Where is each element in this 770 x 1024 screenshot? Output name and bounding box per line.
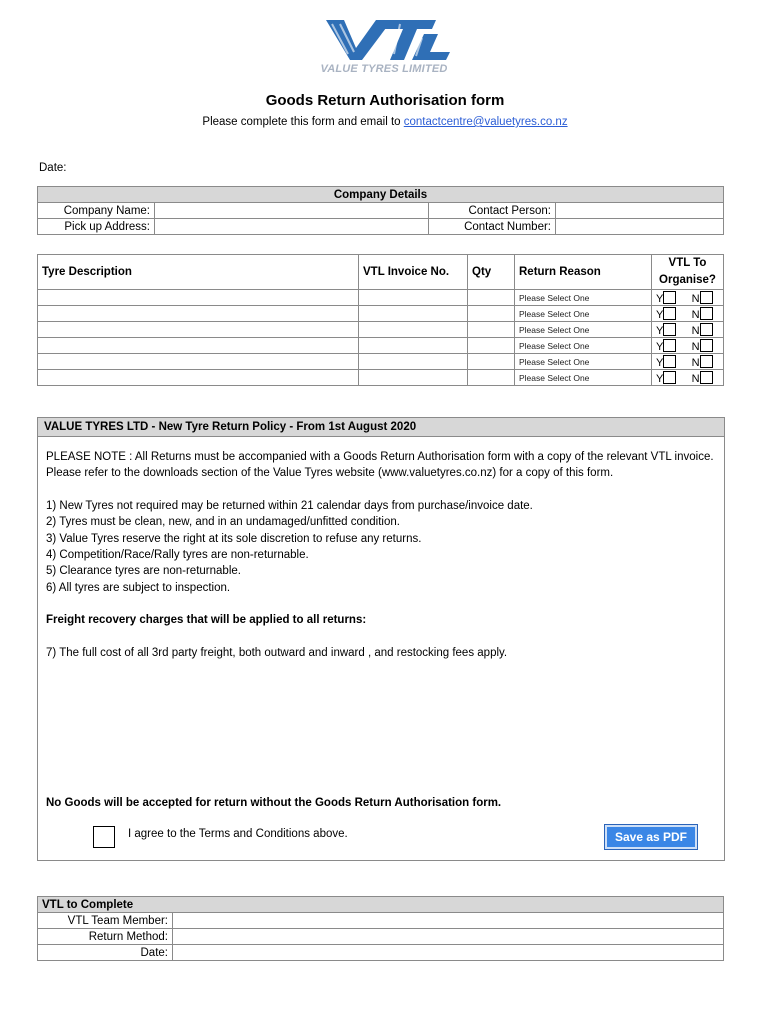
yes-label: Y (656, 324, 664, 337)
no-checkbox[interactable] (700, 307, 713, 320)
tyre-description-field[interactable] (38, 306, 359, 322)
agree-checkbox[interactable] (93, 826, 115, 848)
tyre-description-field[interactable] (38, 370, 359, 386)
freight-heading: Freight recovery charges that will be applied to all returns: (46, 614, 367, 627)
policy-rule: 4) Competition/Race/Rally tyres are non-returnable. (46, 549, 309, 562)
date-label: Date: (39, 162, 67, 174)
no-label: N (691, 340, 700, 353)
tyre-description-field[interactable] (38, 354, 359, 370)
table-row (38, 290, 724, 306)
no-label: N (691, 292, 700, 305)
table-row (38, 322, 724, 338)
tyre-return-table (37, 254, 724, 386)
logo-tagline: VALUE TYRES LIMITED (320, 63, 448, 75)
policy-rule: 2) Tyres must be clean, new, and in an undamaged/unfitted condition. (46, 516, 400, 529)
save-as-pdf-button[interactable]: Save as PDF (605, 825, 697, 849)
qty-field[interactable] (468, 322, 515, 338)
policy-rule: 3) Value Tyres reserve the right at its sole discretion to refuse any returns. (46, 532, 422, 545)
qty-field[interactable] (468, 354, 515, 370)
form-title: Goods Return Authorisation form (265, 92, 505, 109)
vtl-complete-heading: VTL to Complete (38, 897, 724, 913)
qty-field[interactable] (468, 370, 515, 386)
contact-email-link[interactable]: contactcentre@valuetyres.co.nz (403, 116, 568, 128)
invoice-field[interactable] (359, 322, 468, 338)
organise-cell (652, 306, 724, 322)
yes-label: Y (656, 340, 664, 353)
organise-cell (652, 370, 724, 386)
contact-number-label: Contact Number: (429, 219, 556, 235)
yes-checkbox[interactable] (663, 291, 676, 304)
company-details-heading: Company Details (38, 187, 724, 203)
return-reason-select[interactable]: Please Select One (515, 290, 652, 306)
policy-heading: VALUE TYRES LTD - New Tyre Return Policy - From 1st August 2020 (38, 418, 724, 437)
table-row (38, 338, 724, 354)
team-member-field[interactable] (173, 913, 724, 929)
pickup-address-field[interactable] (155, 219, 429, 235)
contact-person-field[interactable] (556, 203, 724, 219)
qty-field[interactable] (468, 290, 515, 306)
return-method-label: Return Method: (38, 929, 173, 945)
policy-rule: 6) All tyres are subject to inspection. (46, 581, 231, 594)
company-name-field[interactable] (155, 203, 429, 219)
invoice-field[interactable] (359, 338, 468, 354)
policy-rule: 5) Clearance tyres are non-returnable. (46, 565, 241, 578)
company-name-label: Company Name: (38, 203, 155, 219)
tyre-description-field[interactable] (38, 338, 359, 354)
organise-cell (652, 290, 724, 306)
policy-note: PLEASE NOTE : All Returns must be accompanied with a Goods Return Authorisation form with a copy of the relevant VTL invoice. Please refer to the downloads section of the Value Tyres website (www.valuetyres.co.nz) for a copy of this form. (46, 451, 714, 480)
qty-field[interactable] (468, 338, 515, 354)
col-vtl-organise-line1: VTL To (668, 257, 707, 269)
no-checkbox[interactable] (700, 371, 713, 384)
organise-cell (652, 338, 724, 354)
tyre-description-field[interactable] (38, 322, 359, 338)
col-return-reason: Return Reason (515, 255, 652, 290)
vtl-complete-table (37, 896, 724, 961)
yes-label: Y (656, 372, 664, 385)
qty-field[interactable] (468, 306, 515, 322)
yes-label: Y (656, 292, 664, 305)
contact-person-label: Contact Person: (429, 203, 556, 219)
return-policy-box (37, 417, 725, 861)
yes-label: Y (656, 356, 664, 369)
return-reason-select[interactable]: Please Select One (515, 354, 652, 370)
company-details-table (37, 186, 724, 235)
col-qty: Qty (468, 255, 515, 290)
contact-number-field[interactable] (556, 219, 724, 235)
agree-label: I agree to the Terms and Conditions above. (128, 828, 348, 840)
table-row (38, 354, 724, 370)
vtl-logo-mark (318, 14, 452, 66)
organise-cell (652, 322, 724, 338)
invoice-field[interactable] (359, 370, 468, 386)
no-label: N (691, 356, 700, 369)
no-goods-notice: No Goods will be accepted for return without the Goods Return Authorisation form. (46, 797, 502, 809)
col-invoice: VTL Invoice No. (359, 255, 468, 290)
yes-checkbox[interactable] (663, 371, 676, 384)
yes-checkbox[interactable] (663, 355, 676, 368)
no-checkbox[interactable] (700, 355, 713, 368)
policy-body (38, 449, 724, 809)
yes-checkbox[interactable] (663, 323, 676, 336)
no-checkbox[interactable] (700, 339, 713, 352)
return-reason-select[interactable]: Please Select One (515, 370, 652, 386)
return-reason-select[interactable]: Please Select One (515, 306, 652, 322)
no-checkbox[interactable] (700, 323, 713, 336)
freight-rule: 7) The full cost of all 3rd party freight, both outward and inward , and restocking fees apply. (46, 646, 508, 659)
policy-rule: 1) New Tyres not required may be returned within 21 calendar days from purchase/invoice date. (46, 499, 533, 512)
vtl-logo (318, 14, 452, 80)
return-method-field[interactable] (173, 929, 724, 945)
table-row (38, 306, 724, 322)
subtitle-text: Please complete this form and email to (202, 116, 404, 128)
table-row (38, 370, 724, 386)
invoice-field[interactable] (359, 290, 468, 306)
return-reason-select[interactable]: Please Select One (515, 322, 652, 338)
yes-label: Y (656, 308, 664, 321)
form-subtitle (0, 116, 770, 128)
no-checkbox[interactable] (700, 291, 713, 304)
col-vtl-organise (652, 255, 724, 290)
return-reason-select[interactable]: Please Select One (515, 338, 652, 354)
col-vtl-organise-line2: Organise? (659, 274, 716, 286)
no-label: N (691, 372, 700, 385)
no-label: N (691, 324, 700, 337)
tyre-description-field[interactable] (38, 290, 359, 306)
no-label: N (691, 308, 700, 321)
col-tyre-description: Tyre Description (38, 255, 359, 290)
yes-checkbox[interactable] (663, 307, 676, 320)
invoice-field[interactable] (359, 306, 468, 322)
vtl-date-field[interactable] (173, 945, 724, 961)
team-member-label: VTL Team Member: (38, 913, 173, 929)
yes-checkbox[interactable] (663, 339, 676, 352)
organise-cell (652, 354, 724, 370)
vtl-date-label: Date: (38, 945, 173, 961)
pickup-address-label: Pick up Address: (38, 219, 155, 235)
invoice-field[interactable] (359, 354, 468, 370)
